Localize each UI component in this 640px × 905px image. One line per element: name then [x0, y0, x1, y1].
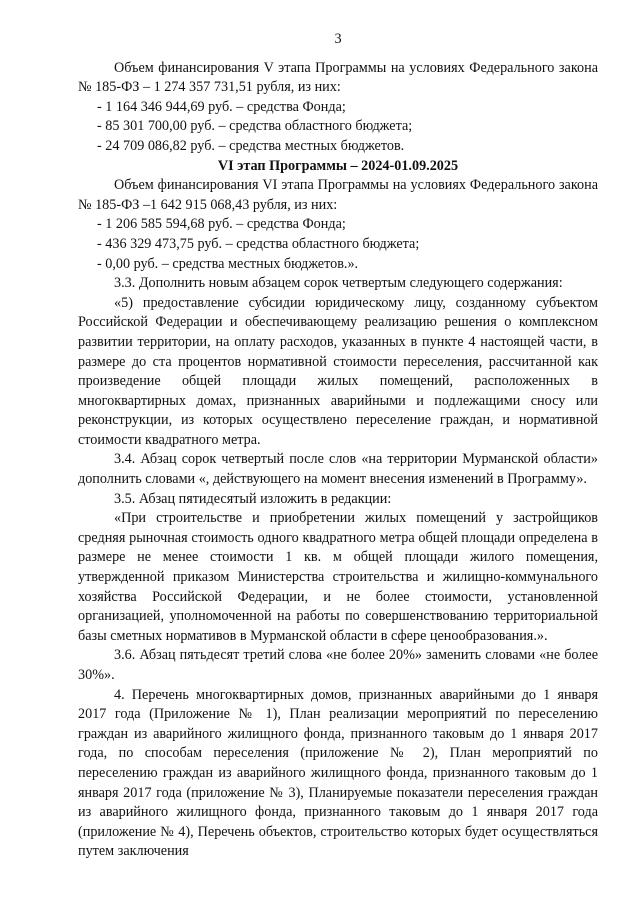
- stage6-intro: Объем финансирования VI этапа Программы на условиях Федерального закона № 185-ФЗ –1 642 915 068,43 рубля, из них:: [78, 177, 598, 213]
- stage5-item-fund: - 1 164 346 944,69 руб. – средства Фонда;: [97, 98, 346, 115]
- clause-3-5-text: «При строительстве и приобретении жилых помещений у застройщиков средняя рыночная стоимость одного квадратного метра общей площади определена в размере не менее стоимости 1 кв. м общей площади жилого помещения, утвержденной приказом Министерства строительства и жилищно-коммунального хозяйства Российской Федерации, и не более стоимости, установленной организацией, уполномоченной на работы по совершенствованию территориальной базы сметных нормативов в Мурманской области в сфере ценообразования.».: [78, 510, 598, 644]
- stage6-item-regional: - 436 329 473,75 руб. – средства областного бюджета;: [97, 235, 420, 252]
- clause-3-4: 3.4. Абзац сорок четвертый после слов «на территории Мурманской области» дополнить словами «, действующего на момент внесения изменений в Программу».: [78, 451, 598, 488]
- page-number: 3: [334, 31, 342, 47]
- clause-3-3: 3.3. Дополнить новым абзацем сорок четвертым следующего содержания:: [114, 275, 563, 292]
- clause-3-3-text: «5) предоставление субсидии юридическому лицу, созданному субъектом Российской Федерации и обеспечивающему реализацию решения о комплексном развитии территории, на оплату расходов, указанных в пункте 4 настоящей части, в размере до ста процентов нормативной стоимости переселения, рассчитанной как произведение общей площади жилых помещений, расположенных в многоквартирных домах, признанных аварийными и подлежащими сносу или реконструкции, из которых осуществлено переселение граждан, и нормативной стоимости квадратного метра.: [78, 294, 598, 448]
- stage5-item-regional: - 85 301 700,00 руб. – средства областного бюджета;: [97, 118, 413, 135]
- clause-4: 4. Перечень многоквартирных домов, признанных аварийными до 1 января 2017 года (Приложение № 1), План реализации мероприятий по переселению граждан из аварийного жилищного фонда, признанного таковым до 1 января 2017 года, по способам переселения (приложение № 2), План мероприятий по переселению граждан из аварийного жилищного фонда, признанного таковым до 1 января 2017 года (приложение № 3), Планируемые показатели переселения граждан из аварийного жилищного фонда, признанного таковым до 1 января 2017 года (приложение № 4), Перечень объектов, строительство которых будет осуществляться путем заключения: [78, 686, 598, 860]
- stage6-item-local: - 0,00 руб. – средства местных бюджетов.».: [97, 255, 359, 272]
- stage6-item-fund: - 1 206 585 594,68 руб. – средства Фонда;: [97, 216, 346, 233]
- stage5-intro: Объем финансирования V этапа Программы на условиях Федерального закона № 185-ФЗ – 1 274 357 731,51 рубля, из них:: [78, 59, 598, 96]
- stage5-item-local: - 24 709 086,82 руб. – средства местных бюджетов.: [97, 137, 405, 154]
- stage6-heading: VI этап Программы – 2024-01.09.2025: [217, 157, 459, 174]
- clause-3-5: 3.5. Абзац пятидесятый изложить в редакции:: [114, 490, 392, 507]
- document-page: [78, 30, 598, 862]
- clause-3-6: 3.6. Абзац пятьдесят третий слова «не более 20%» заменить словами «не более 30%».: [78, 647, 598, 683]
